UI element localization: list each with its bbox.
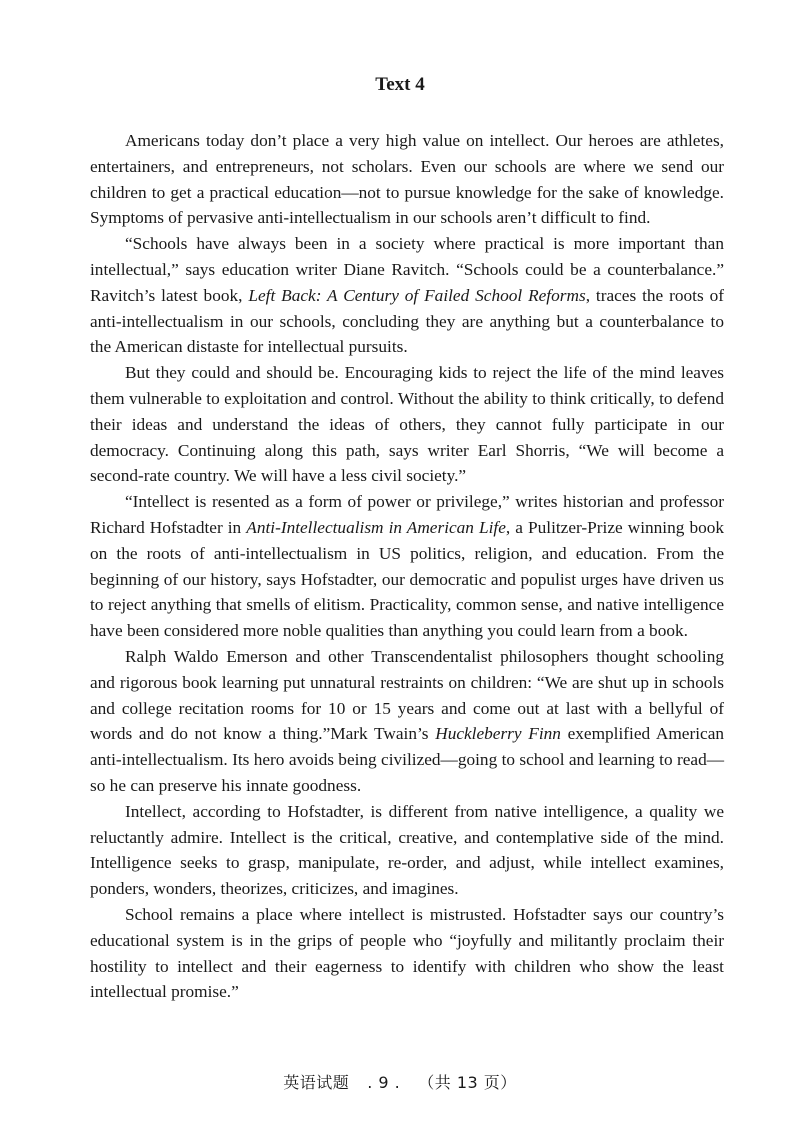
paragraph-text: School remains a place where intellect is mistrusted. Hofstadter says our country’s educational system is in the grips of people who “joyfully and militantly proclaim their hostility to intellect and their eagerness to identify with children who show the least intellectual promise.” xyxy=(90,904,724,1002)
paragraph-text: Ralph Waldo Emerson and other Transcendentalist philosophers thought schooling and rigorous book learning put unnatural restraints on children: “We are shut up in schools and college recitation rooms for 10 or 15 years and come out at last with a bellyful of words and do not know a thing.”Mark Twain’s xyxy=(90,646,724,744)
footer-total-pages: （共 13 页） xyxy=(418,1073,517,1092)
italic-title-text: Huckleberry Finn xyxy=(435,724,561,744)
paragraph-7 xyxy=(90,902,724,1005)
paragraph-4 xyxy=(90,489,724,644)
paragraph-5 xyxy=(90,644,724,799)
passage-title: Text 4 xyxy=(375,74,425,95)
paragraph-2 xyxy=(90,231,724,360)
paragraph-text: Americans today don’t place a very high value on intellect. Our heroes are athletes, entertainers, and entrepreneurs, not scholars. Even our schools are where we send our children to get a practical education—not to pursue knowledge for the sake of knowledge. Symptoms of pervasive anti-intellectualism in our schools aren’t difficult to find. xyxy=(90,131,724,228)
passage-body xyxy=(90,128,724,1005)
paragraph-text: Intellect, according to Hofstadter, is different from native intelligence, a quality we reluctantly admire. Intellect is the critical, creative, and contemplative side of the mind. Intelligence seeks to grasp, manipulate, re-order, and adjust, while intellect examines, ponders, wonders, theorizes, criticizes, and imagines. xyxy=(90,801,724,899)
paragraph-text: “Schools have always been in a society where practical is more important than intellectual,” says education writer Diane Ravitch. “Schools could be a counterbalance.” Ravitch’s latest book, xyxy=(90,234,724,305)
paragraph-1 xyxy=(90,128,724,231)
paragraph-6 xyxy=(90,799,724,902)
page-footer xyxy=(0,1072,800,1094)
paragraph-3 xyxy=(90,360,724,489)
footer-page-number: . 9 . xyxy=(367,1073,401,1092)
paragraph-text: But they could and should be. Encouraging kids to reject the life of the mind leaves them vulnerable to exploitation and control. Without the ability to think critically, to defend their ideas and understand the ideas of others, they cannot fully participate in our democracy. Continuing along this path, says writer Earl Shorris, “We will become a second-rate country. We will have a less civil society.” xyxy=(90,363,724,486)
paragraph-text: , traces the roots of anti-intellectualism in our schools, concluding they are anything but a counterbalance to the American distaste for intellectual pursuits. xyxy=(90,285,724,357)
paragraph-text: , a Pulitzer-Prize winning book on the roots of anti-intellectualism in US politics, religion, and education. From the beginning of our history, says Hofstadter, our democratic and populist urges have driven us to reject anything that smells of elitism. Practicality, common sense, and native intelligence have been considered more noble qualities than anything you could learn from a book. xyxy=(90,517,725,641)
italic-title-text: Left Back: A Century of Failed School Reforms xyxy=(248,285,586,305)
italic-title-text: Anti-Intellectualism in American Life xyxy=(246,517,506,537)
footer-subject: 英语试题 xyxy=(283,1073,350,1092)
paragraph-text: exemplified American anti-intellectualism. Its hero avoids being civilized—going to school and learning to read—so he can preserve his innate goodness. xyxy=(90,724,725,795)
paragraph-text: “Intellect is resented as a form of power or privilege,” writes historian and professor Richard Hofstadter in xyxy=(90,492,724,537)
